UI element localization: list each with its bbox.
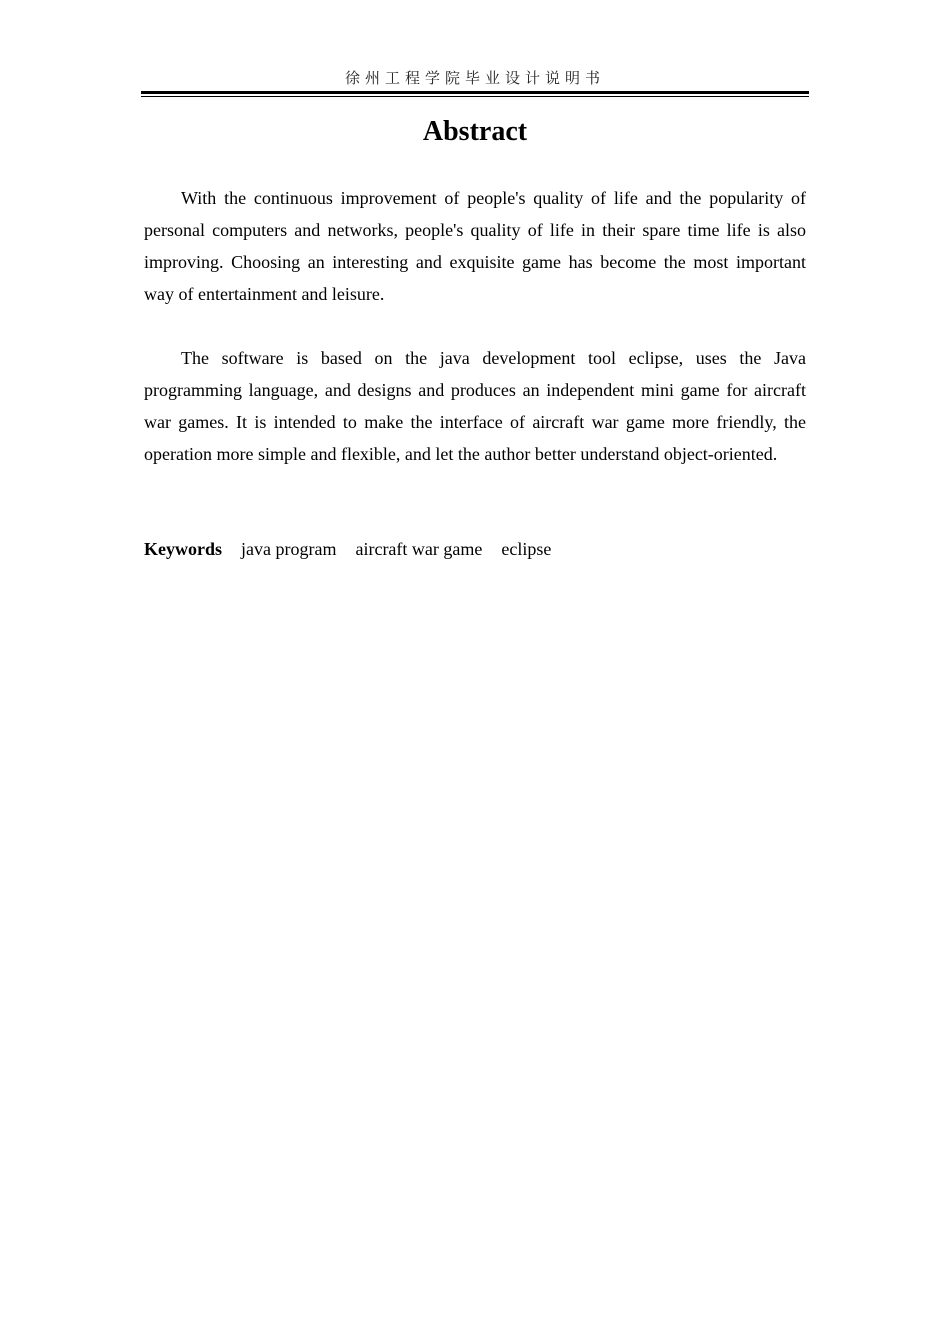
header-rule-thin [141, 96, 809, 97]
running-header: 徐州工程学院毕业设计说明书 [344, 69, 605, 87]
abstract-title: Abstract [422, 116, 528, 147]
keyword: java program [241, 539, 337, 559]
keywords-line [144, 533, 806, 565]
abstract-paragraph: The software is based on the java development tool eclipse, uses the Java programming language, and designs and produces an independent mini game for aircraft war games. It is intended to make the interface of aircraft war game more friendly, the operation more simple and flexible, and let the author better understand object-oriented. [144, 348, 806, 464]
keyword: aircraft war game [355, 539, 483, 559]
header-rule-thick [141, 91, 809, 94]
keyword: eclipse [501, 539, 552, 559]
keywords-label: Keywords [144, 539, 222, 559]
abstract-paragraph: With the continuous improvement of people's quality of life and the popularity of personal computers and networks, people's quality of life in their spare time life is also improving. Choosing an interesting and exquisite game has become the most important way of entertainment and leisure. [144, 188, 806, 304]
